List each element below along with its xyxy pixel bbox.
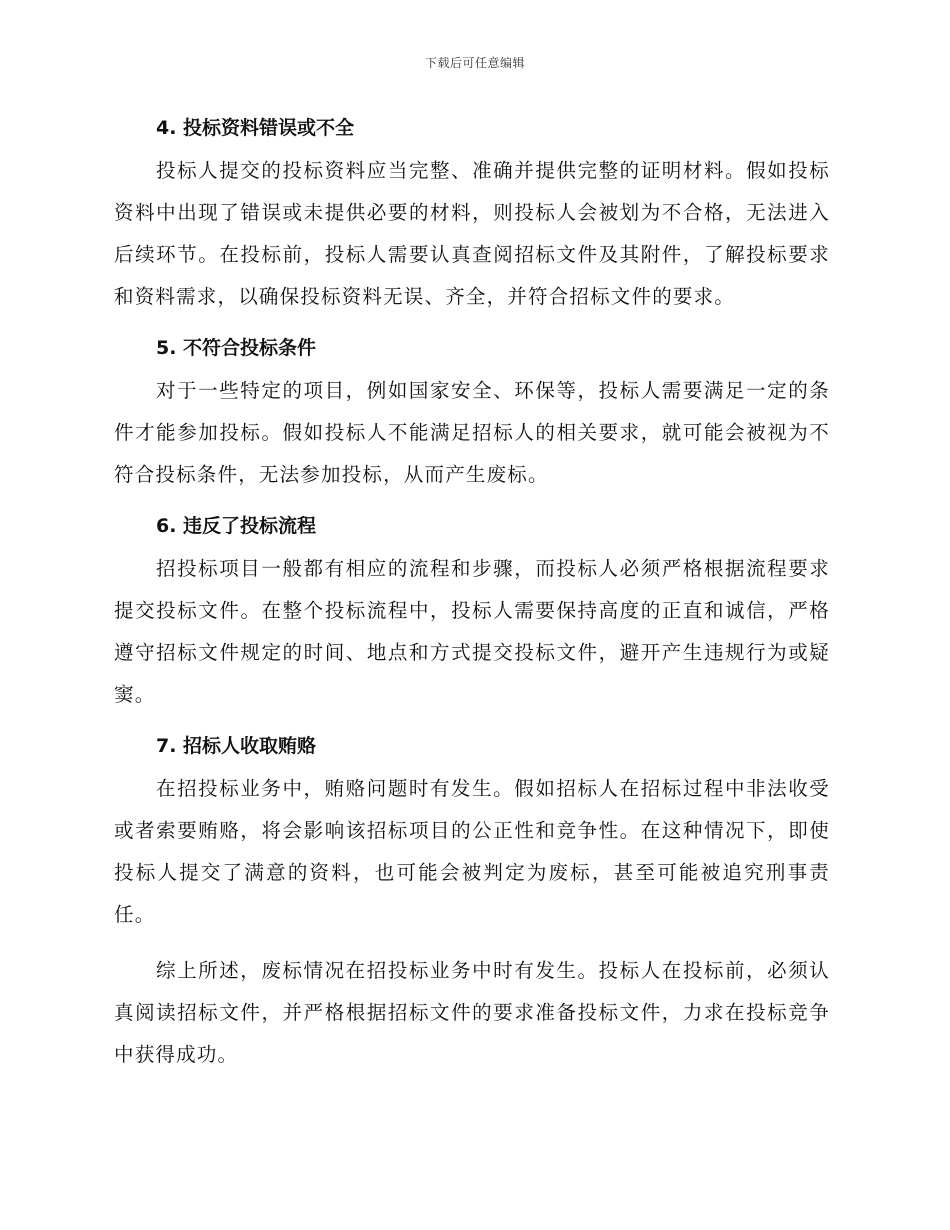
section-7 [114,726,830,936]
section-heading: 4. 投标资料错误或不全 [156,117,355,139]
section-paragraph: 投标人提交的投标资料应当完整、准确并提供完整的证明材料。假如投标资料中出现了错误或未提供必要的材料，则投标人会被划为不合格，无法进入后续环节。在投标前，投标人需要认真查阅招标文件及其附件，了解投标要求和资料需求，以确保投标资料无误、齐全，并符合招标文件的要求。 [114,159,830,308]
section-paragraph: 对于一些特定的项目，例如国家安全、环保等，投标人需要满足一定的条件才能参加投标。假如投标人不能满足招标人的相关要求，就可能会被视为不符合投标条件，无法参加投标，从而产生废标。 [114,379,830,486]
header-note: 下载后可任意编辑 [424,56,525,70]
section-5 [114,328,830,496]
conclusion-paragraph: 综上所述，废标情况在招投标业务中时有发生。投标人在投标前，必须认真阅读招标文件，并严格根据招标文件的要求准备投标文件，力求在投标竞争中获得成功。 [114,959,830,1066]
section-heading: 5. 不符合投标条件 [156,337,317,359]
section-paragraph: 招投标项目一般都有相应的流程和步骤，而投标人必须严格根据流程要求提交投标文件。在整个投标流程中，投标人需要保持高度的正直和诚信，严格遵守招标文件规定的时间、地点和方式提交投标文件，避开产生违规行为或疑窦。 [114,557,830,706]
document-body [114,108,830,1086]
section-paragraph: 在招投标业务中，贿赂问题时有发生。假如招标人在招标过程中非法收受或者索要贿赂，将会影响该招标项目的公正性和竞争性。在这种情况下，即使投标人提交了满意的资料，也可能会被判定为废标，甚至可能被追究刑事责任。 [114,777,830,926]
section-heading: 7. 招标人收取贿赂 [156,735,317,757]
section-heading: 6. 违反了投标流程 [156,515,317,537]
section-6 [114,506,830,716]
section-4 [114,108,830,318]
